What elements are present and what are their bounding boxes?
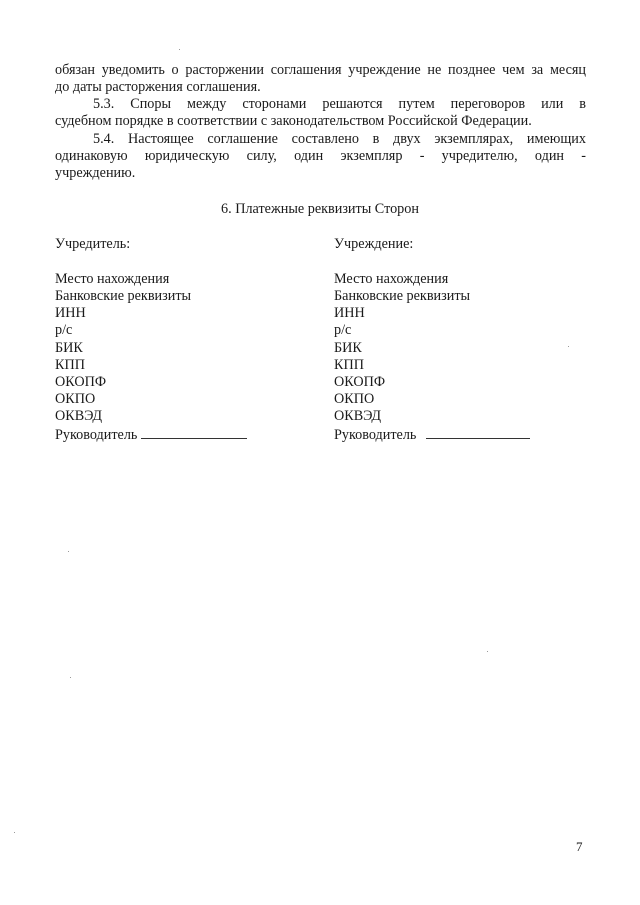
scan-speck — [568, 346, 569, 347]
institution-inn-label: ИНН — [334, 305, 365, 322]
scan-speck — [68, 551, 69, 552]
founder-okpo-label: ОКПО — [55, 391, 96, 408]
founder-signature-line — [141, 426, 247, 439]
founder-details — [55, 236, 247, 444]
institution-bik-label: БИК — [334, 339, 362, 356]
institution-title: Учреждение: — [334, 236, 414, 252]
founder-head-row — [55, 426, 247, 444]
institution-head-row — [334, 426, 530, 444]
paragraph-line: судебном порядке в соответствии с законодательством Российской Федерации. — [55, 113, 532, 130]
founder-bik-label: БИК — [55, 339, 83, 356]
founder-inn-label: ИНН — [55, 305, 86, 322]
founder-okved-label: ОКВЭД — [55, 408, 103, 425]
page-number: 7 — [576, 839, 583, 854]
scan-speck — [179, 49, 180, 50]
clause-5-4 — [55, 131, 586, 183]
institution-kpp-label: КПП — [334, 356, 364, 373]
paragraph-line: обязан уведомить о расторжении соглашения учреждение не позднее чем за месяц — [55, 62, 586, 78]
institution-signature-line — [426, 426, 530, 439]
scan-speck — [70, 677, 71, 678]
continuation-paragraph — [55, 62, 586, 96]
founder-bank-label: Банковские реквизиты — [55, 288, 192, 304]
founder-location-label: Место нахождения — [55, 270, 170, 287]
institution-okpo-label: ОКПО — [334, 391, 375, 408]
institution-okopf-label: ОКОПФ — [334, 374, 386, 391]
institution-bank-label: Банковские реквизиты — [334, 288, 471, 304]
section-heading: 6. Платежные реквизиты Сторон — [221, 201, 419, 217]
institution-location-label: Место нахождения — [334, 270, 449, 287]
institution-account-label: р/с — [334, 322, 352, 339]
clause-5-3 — [55, 96, 586, 130]
founder-title: Учредитель: — [55, 236, 131, 252]
institution-details — [334, 236, 530, 444]
institution-okved-label: ОКВЭД — [334, 408, 382, 425]
scan-speck — [14, 832, 15, 833]
founder-account-label: р/с — [55, 322, 73, 339]
paragraph-line: 5.4. Настоящее соглашение составлено в двух экземплярах, имеющих — [93, 131, 586, 147]
scan-speck — [487, 651, 488, 652]
paragraph-line: учреждению. — [55, 165, 136, 182]
founder-okopf-label: ОКОПФ — [55, 374, 107, 391]
founder-kpp-label: КПП — [55, 356, 85, 373]
institution-head-label: Руководитель — [334, 426, 417, 443]
paragraph-line: одинаковую юридическую силу, один экземпляр - учредителю, один - — [55, 148, 586, 165]
founder-head-label: Руководитель — [55, 426, 138, 443]
paragraph-line: 5.3. Споры между сторонами решаются путем переговоров или в — [93, 96, 586, 112]
paragraph-line: до даты расторжения соглашения. — [55, 79, 261, 96]
